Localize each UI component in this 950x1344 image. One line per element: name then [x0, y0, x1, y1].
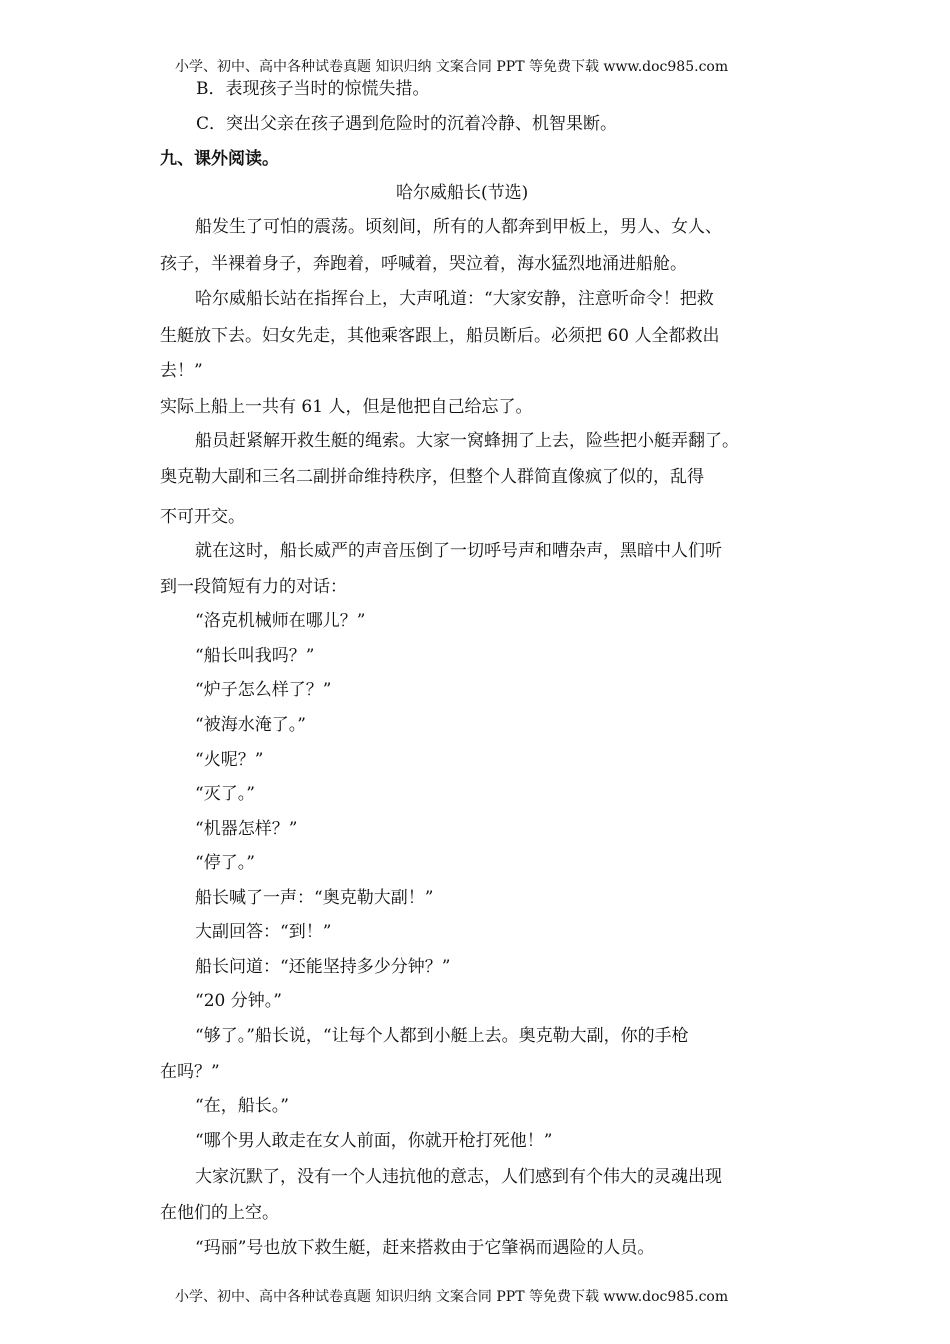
text-line: “洛克机械师在哪儿？”	[195, 611, 366, 631]
text-line: 船长问道：“还能坚持多少分钟？”	[195, 957, 451, 977]
text-line: 在他们的上空。	[160, 1203, 279, 1223]
text-line: 去！”	[160, 361, 203, 381]
text-line: 实际上船上一共有 61 人，但是他把自己给忘了。	[160, 397, 533, 417]
text-line: “玛丽”号也放下救生艇，赶来搭救由于它肇祸而遇险的人员。	[195, 1238, 655, 1258]
option-c: C．突出父亲在孩子遇到危险时的沉着冷静、机智果断。	[196, 114, 618, 134]
text-line: 生艇放下去。妇女先走，其他乘客跟上，船员断后。必须把 60 人全都救出	[160, 326, 720, 346]
text-line: “炉子怎么样了？”	[195, 680, 332, 700]
passage-title: 哈尔威船长(节选)	[396, 183, 529, 203]
text-line: “在，船长。”	[195, 1096, 289, 1116]
text-line: 孩子，半裸着身子，奔跑着，呼喊着，哭泣着，海水猛烈地涌进船舱。	[160, 254, 687, 274]
text-line: 船发生了可怕的震荡。顷刻间，所有的人都奔到甲板上，男人、女人、	[195, 217, 722, 237]
text-line: 不可开交。	[160, 507, 245, 527]
text-line: “够了。”船长说，“让每个人都到小艇上去。奥克勒大副，你的手枪	[195, 1026, 689, 1046]
page-footer: 小学、初中、高中各种试卷真题 知识归纳 文案合同 PPT 等免费下载 www.doc985.com	[175, 1289, 729, 1305]
text-line: 船长喊了一声：“奥克勒大副！”	[195, 888, 434, 908]
text-line: 大副回答：“到！”	[195, 922, 332, 942]
text-line: “船长叫我吗？”	[195, 646, 315, 666]
text-line: 大家沉默了，没有一个人违抗他的意志，人们感到有个伟大的灵魂出现	[195, 1167, 722, 1187]
text-line: 奥克勒大副和三名二副拼命维持秩序，但整个人群简直像疯了似的，乱得	[160, 467, 704, 487]
text-line: “被海水淹了。”	[195, 715, 306, 735]
text-line: “哪个男人敢走在女人前面，你就开枪打死他！”	[195, 1131, 553, 1151]
text-line: 船员赶紧解开救生艇的绳索。大家一窝蜂拥了上去，险些把小艇弄翻了。	[195, 431, 739, 451]
text-line: “机器怎样？”	[195, 819, 298, 839]
section-heading: 九、课外阅读。	[160, 149, 279, 169]
text-line: 就在这时，船长威严的声音压倒了一切呼号声和嘈杂声，黑暗中人们听	[195, 541, 722, 561]
option-b: B．表现孩子当时的惊慌失措。	[196, 79, 430, 99]
text-line: “停了。”	[195, 853, 255, 873]
page-header: 小学、初中、高中各种试卷真题 知识归纳 文案合同 PPT 等免费下载 www.doc985.com	[175, 59, 729, 75]
text-line: 到一段简短有力的对话：	[160, 577, 347, 597]
text-line: “火呢？”	[195, 750, 264, 770]
text-line: 哈尔威船长站在指挥台上，大声吼道：“大家安静，注意听命令！把救	[195, 289, 714, 309]
text-line: “20 分钟。”	[195, 991, 282, 1011]
text-line: 在吗？”	[160, 1062, 220, 1082]
text-line: “灭了。”	[195, 784, 255, 804]
